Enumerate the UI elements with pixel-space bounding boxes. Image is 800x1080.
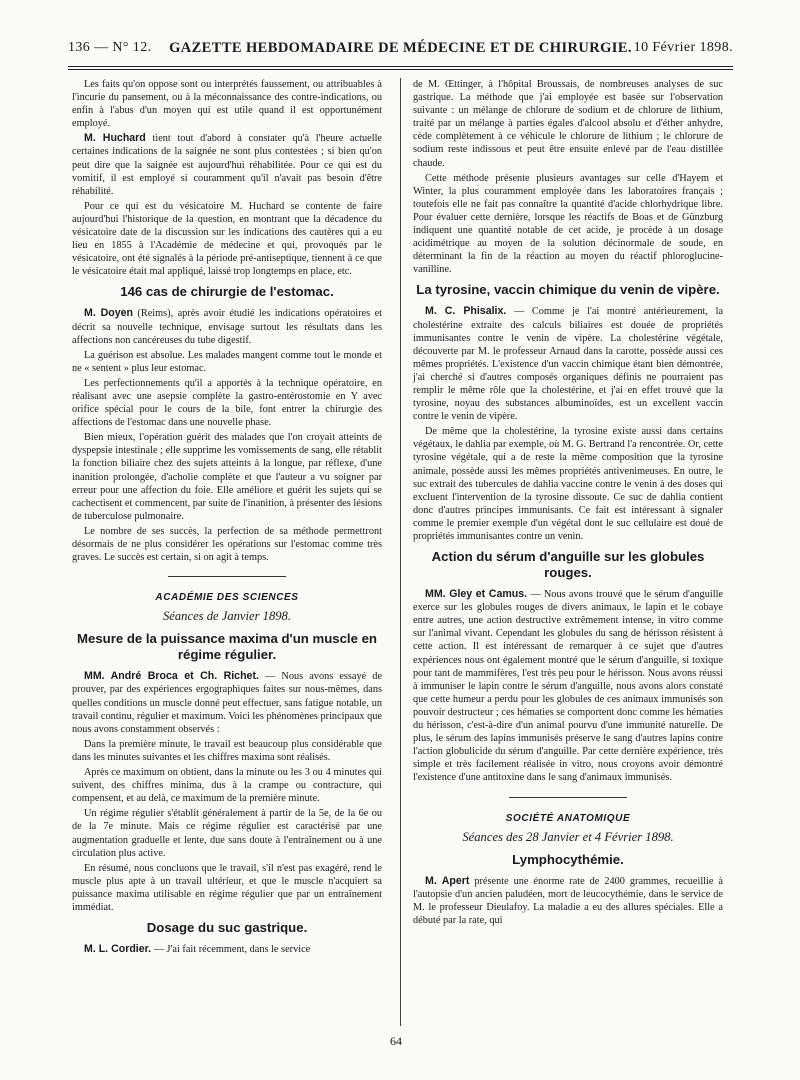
author-apert: M. Apert bbox=[425, 874, 470, 887]
author-huchard: M. Huchard bbox=[84, 132, 146, 145]
header-rule-thick bbox=[68, 66, 733, 67]
author-gley-camus: MM. Gley et Camus. bbox=[425, 588, 528, 601]
right-column bbox=[413, 78, 723, 1028]
estomac-paragraph: Les perfectionnements qu'il a apportés à la technique opératoire, en réalisant avec une asepsie complète la gastro-entérostomie en Y avec orifice spécial pour le cours de la bile, font entrer la chirurgie des affections de l'estomac dans une nouvelle phase. bbox=[72, 377, 382, 429]
author-cordier: M. L. Cordier. bbox=[84, 943, 152, 956]
phisalix-paragraph bbox=[413, 305, 723, 423]
section-title-anguille: Action du sérum d'anguille sur les globules rouges. bbox=[431, 549, 705, 581]
section-title-muscle: Mesure de la puissance maxima d'un muscle en régime régulier. bbox=[77, 631, 377, 663]
gley-camus-text: — Nous avons trouvé que le sérum d'anguille exerce sur les globules rouges de divers animaux, le lapin et le cobaye entre autres, une action destructive extrêmement intense, in vitro comme sur l'animal vivant. Cependant les globules du sang de hérisson résistent à cette action. Il est intéressant de remarquer à ce sujet que d'autres expériences nous ont également montré que le sérum d'anguille, si toxique pour tant de mammifères, l'est très peu pour le hérisson. Nous avons réussi à immuniser le lapin contre le sérum d'anguille, nous avons alors constaté que cette humeur a perdu pour les globules de ces animaux immunisés son pouvoir destructeur ; ces hématies se comportent donc comme les hématies du hérisson, c'est-à-dire d'un animal pourvu d'une immunité naturelle. De plus, le sérum des lapins immunisés préserve le sang d'autres lapins contre l'action globulicide du sérum d'anguille. Par cette dernière expérience, très simple et très facilement réalisée in vitro, nous croyons avoir démontré l'existence d'une antitoxine dans le sang d'animaux immunisés. bbox=[413, 589, 724, 784]
apert-paragraph bbox=[413, 875, 723, 927]
broca-richet-text: — Nous avons essayé de prouver, par des expériences ergographiques faites sur nous-mêmes, dans quelles conditions un muscle donné peut effectuer, sans fatigue notable, un travail continu, régulier et maximum. Voici les phénomènes principaux que nous avons constamment observés : bbox=[72, 671, 383, 735]
issue-date: 10 Février 1898. bbox=[633, 40, 733, 55]
section-title-dosage: Dosage du suc gastrique. bbox=[146, 920, 308, 936]
folio-number: 64 bbox=[390, 1034, 402, 1048]
column-divider bbox=[400, 78, 401, 1026]
left-column bbox=[72, 78, 382, 1028]
phisalix-text: — Comme je l'ai montré antérieurement, la cholestérine extraite des calculs biliaires est douée de propriétés immunisantes contre le venin de vipère. La cholestérine végétale, découverte par M. le professeur Arnaud dans la carotte, possède aussi ces mêmes propriétés. L'existence d'un vaccin chimique étant bien démontrée, j'ai cherché si d'autres composés organiques définis ne pourraient pas remplir le même rôle que la cholestérine, et j'ai en effet trouvé que la tyrosine, noyau des substances albuminoïdes, est un excellent vaccin contre le venin de vipère. bbox=[413, 306, 724, 423]
section-separator bbox=[509, 797, 627, 798]
estomac-paragraph: Bien mieux, l'opération guérit des malades que l'on croyait atteints de dyspepsie intestinale ; elle supprime les vomissements de sang, elle rétablit la fonction biliaire chez des sujets atteints à la longue, par réflexe, d'une inanition prolongée, d'acholie complète et que l'auteur a vu soigner par erreur pour une affection du foie. Elle améliore et guérit les sujets qui se cachectisent et commencent, par suite de l'inanition, à présenter des lésions de tuberculose pulmonaire. bbox=[72, 432, 382, 522]
page-number: 136 — N° 12. bbox=[68, 40, 152, 55]
society-heading-anatomique: SOCIÉTÉ ANATOMIQUE bbox=[505, 812, 631, 824]
sessions-date: Séances de Janvier 1898. bbox=[163, 609, 291, 624]
muscle-paragraph: Après ce maximum on obtient, dans la minute ou les 3 ou 4 minutes qui suivent, des chiffres minima, dus à la crampe ou contracture, qui compensent, et au delà, ce maximum de la première minute. bbox=[72, 767, 382, 805]
dosage-continued-paragraph: Cette méthode présente plusieurs avantages sur celle d'Hayem et Winter, la plus couramment employée dans les laboratoires français ; toutefois elle ne fait pas connaître la quantité d'acide chlorhydrique libre. Pour évaluer cette dernière, lorsque les réactifs de Boas et de Günzburg indiquent une quantité notable de cet acide, je procède à un dosage acidimétrique au moyen de la solution décinormale de soude, en déterminant la fin de la réaction au moyen du réactif phloroglucine-vanilline. bbox=[413, 172, 723, 276]
huchard-text: tient tout d'abord à constater qu'à l'heure actuelle certaines indications de la saignée ne sont plus contestées ; si bien qu'on peut dire que la saignée est aujourd'hui réhabilitée. Pour ce qui est du vomitif, il est employé si couramment qu'il n'avait pas besoin d'être réhabilité. bbox=[72, 133, 383, 197]
estomac-paragraph: Le nombre de ses succès, la perfection de sa méthode permettront désormais de ne plus considérer les opérations sur l'estomac comme très graves. Le succès est certain, si on agit à temps. bbox=[72, 525, 382, 564]
muscle-paragraph: En résumé, nous concluons que le travail, s'il n'est pas exagéré, rend le muscle plus apte à un travail ultérieur, et que le muscle n'acquiert sa puissance maxima utilisable en régime régulier que par un entraînement immédiat. bbox=[72, 862, 382, 913]
broca-richet-paragraph bbox=[72, 670, 382, 735]
cordier-text: — J'ai fait récemment, dans le service bbox=[153, 944, 311, 956]
dosage-continued-paragraph: de M. Œttinger, à l'hôpital Broussais, de nombreuses analyses de suc gastrique. La méthode que j'ai employée est basée sur l'observation suivante : un mélange de chlorure de sodium et de chlorure de lithium, traité par un mélange à parties égales d'alcool absolu et d'éther anhydre, cède complètement à ce véhicule le chlorure de lithium ; le chlorure de sodium reste indissous et peut être ensuite enlevé par de l'eau distillée chaude. bbox=[413, 79, 723, 169]
society-heading-academie: ACADÉMIE DES SCIENCES bbox=[155, 592, 299, 604]
huchard-vesicatoire-paragraph: Pour ce qui est du vésicatoire M. Huchard se contente de faire aujourd'hui l'historique de la question, en montrant que la décadence du vésicatoire date de la discussion sur les indications des cautères qui a eu lieu en 1855 à l'Académie de médecine et qui, provoqués par le vésicatoire, ont été signalés à la période pré-antiseptique, tiennent à ce que le vésicatoire était mal appliqué, laissé trop longtemps en place, etc. bbox=[72, 200, 382, 278]
tyrosine-paragraph: De même que la cholestérine, la tyrosine existe aussi dans certains végétaux, le dahlia par exemple, où M. G. Bertrand l'a rencontrée. Or, cette tyrosine végétale, qui a de reste la même composition que la tyrosine animale, possède aussi les mêmes propriétés antivenimeuses. En outre, le suc extrait des tubercules de dahlia vaccine contre le venin à des doses qui excluent l'intervention de la tyrosine dissoute. Ce suc de dahlia contient donc d'autres principes immunisants. Ce fait est intéressant à signaler comme le premier exemple d'un végétal dont le suc cellulaire est doué de propriétés immunisantes contre un venin. bbox=[413, 426, 723, 542]
section-title-lymphocythemie: Lymphocythémie. bbox=[512, 851, 624, 867]
section-title-estomac: 146 cas de chirurgie de l'estomac. bbox=[120, 284, 334, 300]
apert-text: présente une énorme rate de 2400 grammes, recueillie à l'autopsie d'un ancien paludéen, mort de leucocythémie, dans le service de M. le professeur Dieulafoy. La maladie a eu des allures spéciales. Elle a débuté par la rate, qui bbox=[413, 875, 724, 926]
running-header bbox=[68, 36, 733, 62]
author-broca-richet: MM. André Broca et Ch. Richet. bbox=[84, 670, 259, 683]
cordier-paragraph bbox=[72, 943, 382, 956]
estomac-paragraph: La guérison est absolue. Les malades mangent comme tout le monde et ne « sentent » plus leur estomac. bbox=[72, 349, 382, 374]
section-separator bbox=[168, 576, 286, 577]
huchard-paragraph bbox=[72, 132, 382, 197]
doyen-paragraph bbox=[72, 307, 382, 346]
journal-title: GAZETTE HEBDOMADAIRE DE MÉDECINE ET DE CHIRURGIE. bbox=[169, 40, 632, 56]
muscle-paragraph: Un régime régulier s'établit généralement à partir de la 5e, de la 6e ou de la 7e minute. Mais ce régime régulier est caractérisé par une augmentation graduelle et lente, due sans doute à l'entraînement ou à une circulation plus active. bbox=[72, 808, 382, 859]
gley-camus-paragraph bbox=[413, 588, 723, 784]
header-rule-thin bbox=[68, 69, 733, 70]
section-title-tyrosine: La tyrosine, vaccin chimique du venin de vipère. bbox=[416, 282, 720, 298]
sessions-date: Séances des 28 Janvier et 4 Février 1898. bbox=[462, 829, 674, 844]
author-phisalix: M. C. Phisalix. bbox=[425, 305, 507, 318]
author-doyen: M. Doyen bbox=[84, 307, 133, 320]
muscle-paragraph: Dans la première minute, le travail est beaucoup plus considérable que dans les minutes suivantes et les chiffres maxima sont réalisés. bbox=[72, 738, 382, 763]
intro-paragraph: Les faits qu'on oppose sont ou interprétés faussement, ou attribuables à l'incurie du pansement, ou à la méconnaissance des contre-indications, ou enfin à l'abus d'un moyen qui est utile quand il est opportunément employé. bbox=[72, 79, 382, 130]
doyen-text: (Reims), après avoir étudié les indications opératoires et décrit sa nouvelle technique, envisage surtout les résultats dans les affections non cancéreuses du tube digestif. bbox=[72, 308, 382, 346]
